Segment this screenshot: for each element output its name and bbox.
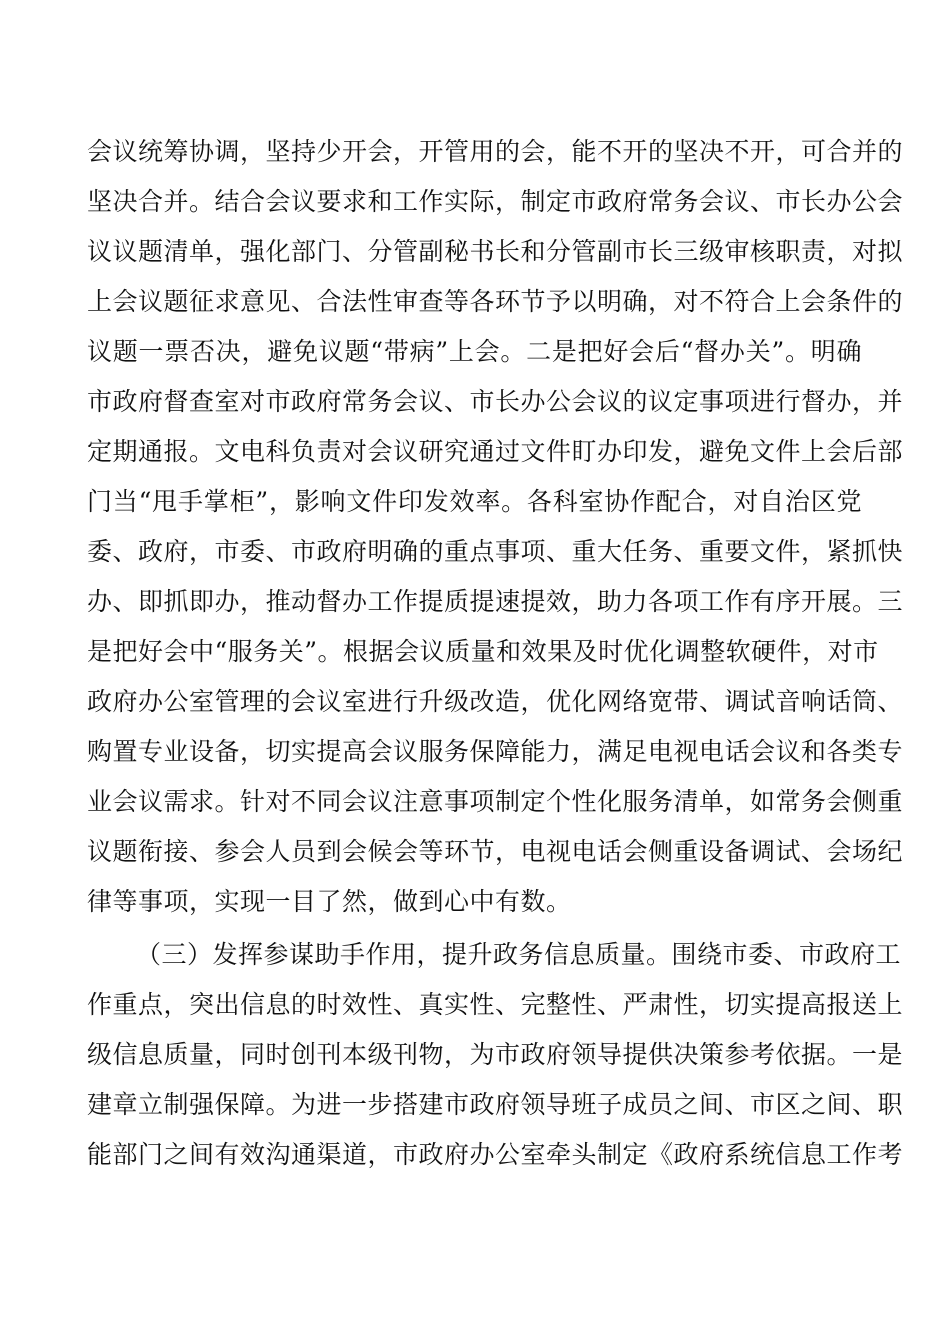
text-line: 政府办公室管理的会议室进行升级改造，优化网络宽带、调试音响话筒、 xyxy=(87,687,904,716)
text-line: 作重点，突出信息的时效性、真实性、完整性、严肃性，切实提高报送上 xyxy=(87,990,904,1019)
text-line: 坚决合并。结合会议要求和工作实际，制定市政府常务会议、市长办公会 xyxy=(87,187,904,216)
text-line: 议议题清单，强化部门、分管副秘书长和分管副市长三级审核职责，对拟 xyxy=(87,237,904,266)
section-heading-line: （三）发挥参谋助手作用，提升政务信息质量。围绕市委、市政府工 xyxy=(136,940,902,969)
text-line: 建章立制强保障。为进一步搭建市政府领导班子成员之间、市区之间、职 xyxy=(87,1090,904,1119)
text-line: 会议统筹协调，坚持少开会，开管用的会，能不开的坚决不开，可合并的 xyxy=(87,137,904,166)
text-line: 委、政府，市委、市政府明确的重点事项、重大任务、重要文件，紧抓快 xyxy=(87,537,904,566)
text-line: 是把好会中“服务关”。根据会议质量和效果及时优化调整软硬件，对市 xyxy=(87,637,879,666)
text-line: 能部门之间有效沟通渠道，市政府办公室牵头制定《政府系统信息工作考 xyxy=(87,1140,904,1169)
text-line: 议题一票否决，避免议题“带病”上会。二是把好会后“督办关”。明确 xyxy=(87,337,862,366)
text-line: 上会议题征求意见、合法性审查等各环节予以明确，对不符合上会条件的 xyxy=(87,287,904,316)
text-line: 市政府督查室对市政府常务会议、市长办公会议的议定事项进行督办，并 xyxy=(87,387,904,416)
text-line: 律等事项，实现一目了然，做到心中有数。 xyxy=(87,887,572,916)
text-line: 级信息质量，同时创刊本级刊物，为市政府领导提供决策参考依据。一是 xyxy=(87,1040,904,1069)
text-line: 定期通报。文电科负责对会议研究通过文件盯办印发，避免文件上会后部 xyxy=(87,437,904,466)
text-line: 门当“甩手掌柜”，影响文件印发效率。各科室协作配合，对自治区党 xyxy=(87,487,862,516)
text-line: 议题衔接、参会人员到会候会等环节，电视电话会侧重设备调试、会场纪 xyxy=(87,837,904,866)
text-line: 办、即抓即办，推动督办工作提质提速提效，助力各项工作有序开展。三 xyxy=(87,587,904,616)
text-line: 业会议需求。针对不同会议注意事项制定个性化服务清单，如常务会侧重 xyxy=(87,787,904,816)
text-line: 购置专业设备，切实提高会议服务保障能力，满足电视电话会议和各类专 xyxy=(87,737,904,766)
